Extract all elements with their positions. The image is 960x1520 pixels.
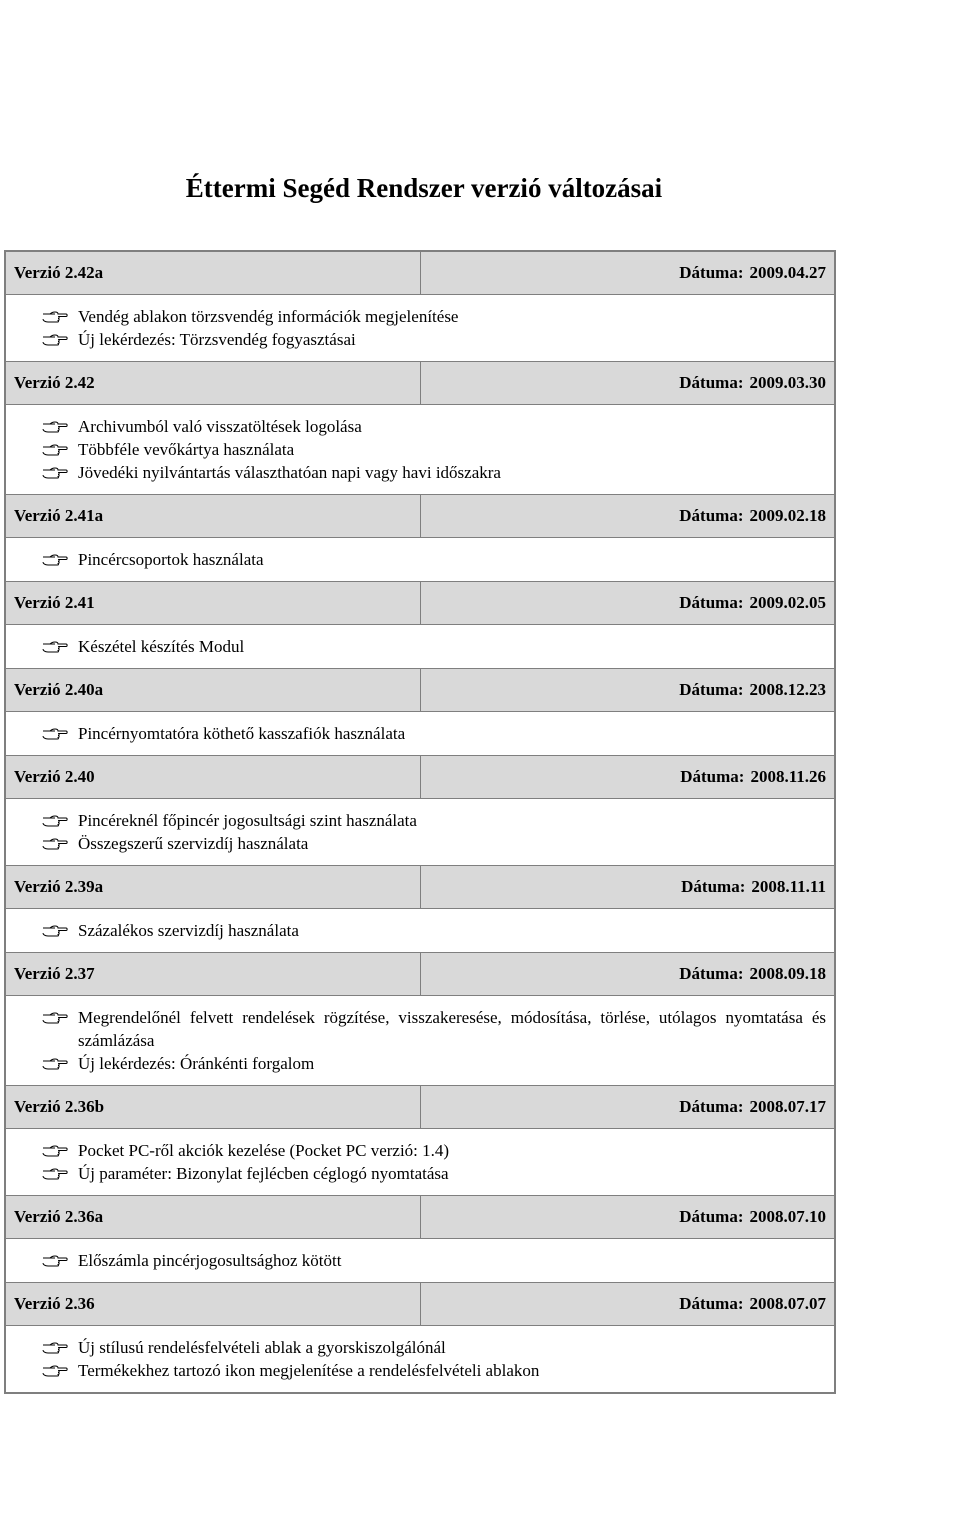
date-value: 2009.04.27 [749, 263, 826, 282]
date-label: Dátuma: [679, 373, 744, 392]
date-label: Dátuma: [679, 680, 744, 699]
date-label: Dátuma: [679, 1097, 744, 1116]
version-section [6, 1282, 834, 1392]
pointing-hand-icon [42, 923, 68, 937]
version-label: Verzió 2.36b [6, 1086, 421, 1128]
change-list [6, 538, 834, 581]
change-item [42, 919, 826, 942]
change-text: Megrendelőnél felvett rendelések rögzítése, visszakeresése, módosítása, törlése, utólagos nyomtatása és számlázása [78, 1008, 826, 1050]
change-item [42, 548, 826, 571]
change-item [42, 328, 826, 351]
change-item [42, 1249, 826, 1272]
version-label: Verzió 2.37 [6, 953, 421, 995]
pointing-hand-icon [42, 442, 68, 456]
change-text: Új lekérdezés: Törzsvendég fogyasztásai [78, 330, 356, 349]
version-label: Verzió 2.36 [6, 1283, 421, 1325]
date-label: Dátuma: [681, 877, 746, 896]
version-header [6, 252, 834, 295]
date-value: 2008.07.10 [749, 1207, 826, 1226]
version-section [6, 581, 834, 668]
change-text: Pincéreknél főpincér jogosultsági szint használata [78, 811, 417, 830]
version-section [6, 494, 834, 581]
change-item [42, 1336, 826, 1359]
pointing-hand-icon [42, 1253, 68, 1267]
change-text: Többféle vevőkártya használata [78, 440, 295, 459]
change-item [42, 809, 826, 832]
version-date [421, 877, 834, 897]
changelog-table [4, 250, 836, 1394]
pointing-hand-icon [42, 309, 68, 323]
change-item [42, 635, 826, 658]
version-section [6, 1085, 834, 1195]
change-list [6, 909, 834, 952]
change-text: Új stílusú rendelésfelvételi ablak a gyorskiszolgálónál [78, 1338, 446, 1357]
version-section [6, 952, 834, 1085]
version-header [6, 865, 834, 909]
version-date [421, 373, 834, 393]
change-list [6, 1239, 834, 1282]
pointing-hand-icon [42, 1340, 68, 1354]
version-header [6, 361, 834, 405]
change-text: Vendég ablakon törzsvendég információk megjelenítése [78, 307, 459, 326]
version-label: Verzió 2.42 [6, 362, 421, 404]
version-label: Verzió 2.36a [6, 1196, 421, 1238]
change-item [42, 1359, 826, 1382]
version-label: Verzió 2.39a [6, 866, 421, 908]
change-text: Pincérnyomtatóra köthető kasszafiók használata [78, 724, 406, 743]
change-item [42, 305, 826, 328]
pointing-hand-icon [42, 1010, 68, 1024]
change-list [6, 295, 834, 361]
change-text: Új lekérdezés: Óránkénti forgalom [78, 1054, 315, 1073]
change-list [6, 712, 834, 755]
change-text: Archivumból való visszatöltések logolása [78, 417, 362, 436]
date-value: 2008.11.11 [751, 877, 826, 896]
pointing-hand-icon [42, 813, 68, 827]
date-value: 2009.03.30 [749, 373, 826, 392]
version-label: Verzió 2.41a [6, 495, 421, 537]
pointing-hand-icon [42, 1056, 68, 1070]
change-item [42, 461, 826, 484]
version-section [6, 361, 834, 494]
change-list [6, 799, 834, 865]
version-section [6, 1195, 834, 1282]
date-value: 2008.07.17 [749, 1097, 826, 1116]
version-header [6, 1085, 834, 1129]
change-list [6, 1129, 834, 1195]
change-item [42, 1139, 826, 1162]
version-label: Verzió 2.40 [6, 756, 421, 798]
date-value: 2008.07.07 [749, 1294, 826, 1313]
version-section [6, 755, 834, 865]
version-date [421, 767, 834, 787]
date-label: Dátuma: [679, 506, 744, 525]
version-date [421, 1294, 834, 1314]
version-header [6, 581, 834, 625]
version-date [421, 263, 834, 283]
date-value: 2009.02.18 [749, 506, 826, 525]
page-title: Éttermi Segéd Rendszer verzió változásai [185, 173, 663, 203]
pointing-hand-icon [42, 465, 68, 479]
version-header [6, 1195, 834, 1239]
version-section [6, 252, 834, 361]
version-date [421, 964, 834, 984]
version-header [6, 755, 834, 799]
date-label: Dátuma: [679, 964, 744, 983]
version-date [421, 1207, 834, 1227]
version-date [421, 593, 834, 613]
change-list [6, 405, 834, 494]
pointing-hand-icon [42, 726, 68, 740]
change-item [42, 1162, 826, 1185]
change-item [42, 438, 826, 461]
pointing-hand-icon [42, 332, 68, 346]
date-value: 2008.09.18 [749, 964, 826, 983]
change-list [6, 1326, 834, 1392]
version-label: Verzió 2.42a [6, 252, 421, 294]
change-item [42, 832, 826, 855]
version-label: Verzió 2.41 [6, 582, 421, 624]
change-text: Pincércsoportok használata [78, 550, 264, 569]
pointing-hand-icon [42, 419, 68, 433]
change-text: Pocket PC-ről akciók kezelése (Pocket PC verzió: 1.4) [78, 1141, 450, 1160]
date-value: 2008.12.23 [749, 680, 826, 699]
change-text: Százalékos szervizdíj használata [78, 921, 299, 940]
change-list [6, 996, 834, 1085]
change-text: Előszámla pincérjogosultsághoz kötött [78, 1251, 342, 1270]
version-header [6, 952, 834, 996]
pointing-hand-icon [42, 639, 68, 653]
date-label: Dátuma: [679, 593, 744, 612]
version-header [6, 494, 834, 538]
date-label: Dátuma: [679, 1207, 744, 1226]
pointing-hand-icon [42, 1166, 68, 1180]
pointing-hand-icon [42, 836, 68, 850]
version-date [421, 506, 834, 526]
version-date [421, 1097, 834, 1117]
date-value: 2009.02.05 [749, 593, 826, 612]
date-label: Dátuma: [679, 1294, 744, 1313]
date-label: Dátuma: [679, 263, 744, 282]
version-section [6, 668, 834, 755]
version-label: Verzió 2.40a [6, 669, 421, 711]
change-text: Termékekhez tartozó ikon megjelenítése a rendelésfelvételi ablakon [78, 1361, 540, 1380]
change-item [42, 1052, 826, 1075]
change-text: Összegszerű szervizdíj használata [78, 834, 309, 853]
change-text: Új paraméter: Bizonylat fejlécben céglogó nyomtatása [78, 1164, 449, 1183]
version-header [6, 1282, 834, 1326]
change-item [42, 415, 826, 438]
version-header [6, 668, 834, 712]
change-item [42, 1006, 826, 1052]
change-item [42, 722, 826, 745]
pointing-hand-icon [42, 1143, 68, 1157]
pointing-hand-icon [42, 1363, 68, 1377]
change-text: Készétel készítés Modul [78, 637, 245, 656]
change-text: Jövedéki nyilvántartás választhatóan napi vagy havi időszakra [78, 463, 501, 482]
change-list [6, 625, 834, 668]
date-value: 2008.11.26 [750, 767, 826, 786]
version-date [421, 680, 834, 700]
date-label: Dátuma: [680, 767, 745, 786]
pointing-hand-icon [42, 552, 68, 566]
version-section [6, 865, 834, 952]
